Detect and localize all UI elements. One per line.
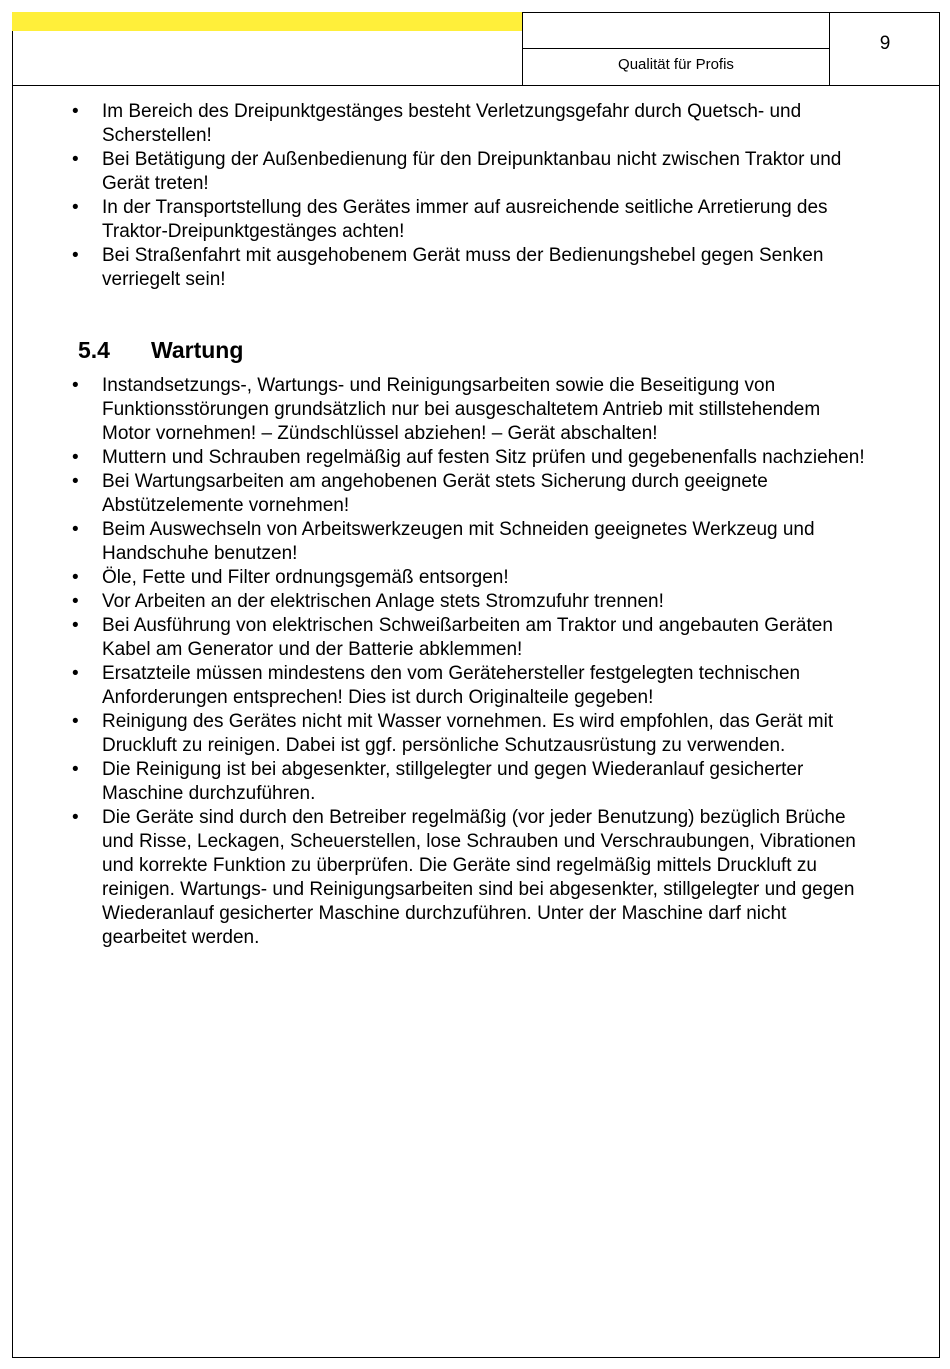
page-number: 9 [879, 33, 891, 54]
intro-bullet-list [72, 100, 872, 292]
section-number: 5.4 [78, 337, 110, 363]
list-item: • Im Bereich des Dreipunktgestänges besteht Verletzungsgefahr durch Quetsch- und Scherstellen! [72, 100, 872, 148]
list-item: • Muttern und Schrauben regelmäßig auf festen Sitz prüfen und gegebenenfalls nachziehen! [72, 446, 872, 470]
maintenance-bullet-list [72, 374, 872, 950]
list-item: • Bei Straßenfahrt mit ausgehobenem Gerät muss der Bedienungshebel gegen Senken verriegelt sein! [72, 244, 872, 292]
list-item: • Reinigung des Gerätes nicht mit Wasser vornehmen. Es wird empfohlen, das Gerät mit Druckluft zu reinigen. Dabei ist ggf. persönliche Schutzausrüstung zu verwenden. [72, 710, 872, 758]
list-item: • Instandsetzungs-, Wartungs- und Reinigungsarbeiten sowie die Beseitigung von Funktionsstörungen grundsätzlich nur bei ausgeschaltetem Antrieb mit stillstehendem Motor vornehmen! – Zündschlüssel abziehen! – Gerät abschalten! [72, 374, 872, 446]
company-slogan: Qualität für Profis [618, 56, 734, 73]
page-header [12, 12, 940, 86]
list-item: • Beim Auswechseln von Arbeitswerkzeugen mit Schneiden geeignetes Werkzeug und Handschuhe benutzen! [72, 518, 872, 566]
list-item: • Bei Betätigung der Außenbedienung für den Dreipunktanbau nicht zwischen Traktor und Gerät treten! [72, 148, 872, 196]
list-item: • Die Reinigung ist bei abgesenkter, stillgelegter und gegen Wiederanlauf gesicherter Maschine durchzuführen. [72, 758, 872, 806]
document-body [72, 100, 872, 950]
header-label-cell [522, 12, 830, 85]
list-item: • In der Transportstellung des Gerätes immer auf ausreichende seitliche Arretierung des Traktor-Dreipunktgestänges achten! [72, 196, 872, 244]
list-item: • Ersatzteile müssen mindestens den vom Gerätehersteller festgelegten technischen Anforderungen entsprechen! Dies ist durch Originalteile gegeben! [72, 662, 872, 710]
list-item: • Die Geräte sind durch den Betreiber regelmäßig (vor jeder Benutzung) bezüglich Brüche und Risse, Leckagen, Scheuerstellen, lose Schrauben und Verschraubungen, Vibrationen und korrekte Funktion zu überprüfen. Die Geräte sind regelmäßig mittels Druckluft zu reinigen. Wartungs- und Reinigungsarbeiten sind bei abgesenkter, stillgelegter und gegen Wiederanlauf gesicherter Maschine durchzuführen. Unter der Maschine darf nicht gearbeitet werden. [72, 806, 872, 950]
section-heading [78, 336, 872, 364]
header-cell-divider [523, 48, 829, 49]
list-item: • Öle, Fette und Filter ordnungsgemäß entsorgen! [72, 566, 872, 590]
list-item: • Bei Ausführung von elektrischen Schweißarbeiten am Traktor und angebauten Geräten Kabel am Generator und der Batterie abklemmen! [72, 614, 872, 662]
list-item: • Bei Wartungsarbeiten am angehobenen Gerät stets Sicherung durch geeignete Abstützelemente vornehmen! [72, 470, 872, 518]
header-accent-bar [12, 12, 522, 31]
section-title: Wartung [151, 337, 244, 363]
list-item: • Vor Arbeiten an der elektrischen Anlage stets Stromzufuhr trennen! [72, 590, 872, 614]
